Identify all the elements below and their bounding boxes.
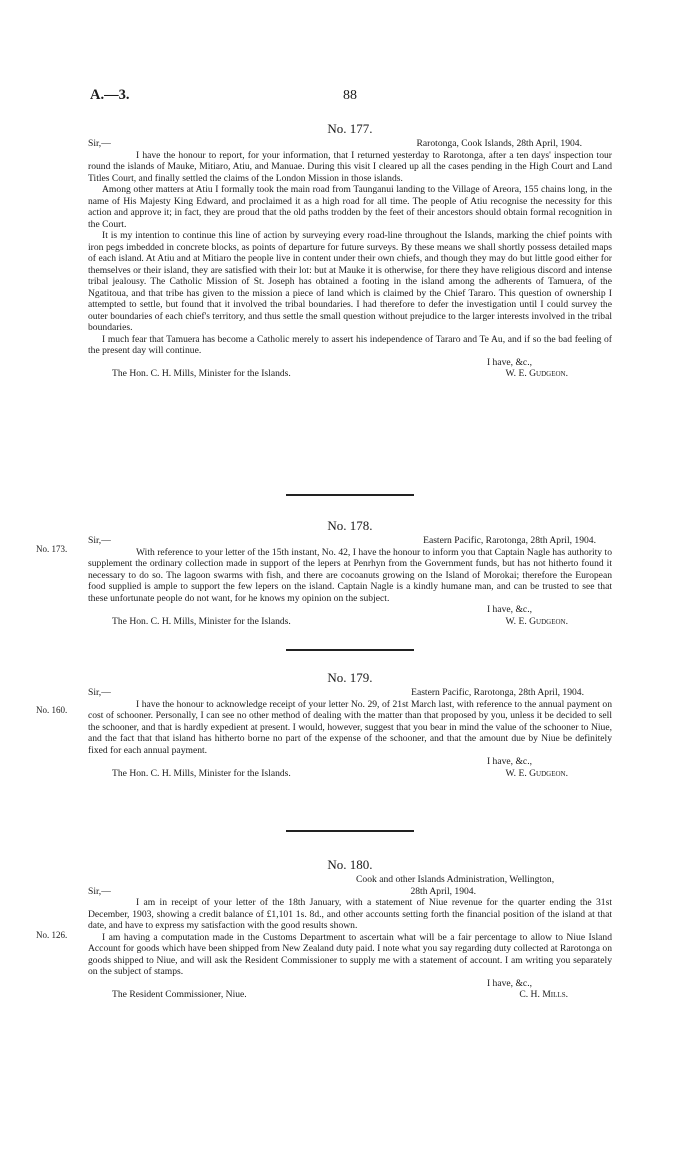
salutation: Sir,— xyxy=(88,885,111,897)
closing: I have, &c., xyxy=(486,756,532,767)
salutation: Sir,— xyxy=(88,138,111,149)
closing: I have, &c., xyxy=(486,977,532,989)
letter-title: No. 179. xyxy=(327,670,373,685)
paragraph: I am in receipt of your letter of the 18th January, with a statement of Niue revenue for the quarter ending the 31st December, 1903, showing a credit balance of £1,101 1s. 8d., and other accounts setting forth the financial position of the island at that date, and have to express my satisfaction with the good results shown. xyxy=(88,897,612,931)
section-divider xyxy=(286,649,414,651)
section-divider xyxy=(286,494,414,496)
salutation: Sir,— xyxy=(88,687,111,698)
letter-179 xyxy=(88,670,612,779)
margin-reference: No. 160. xyxy=(36,705,68,715)
paragraph: Among other matters at Atiu I formally took the main road from Taunganui landing to the Village of Areora, 155 chains long, in the name of His Majesty King Edward, and proclaimed it as a high road for all time. The people of Atiu recognise the necessity for this action and approve it; in fact, they are proud that the old paths trodden by the feet of their ancestors should obtain formal recognition in the Court. xyxy=(88,184,612,230)
addressee: The Resident Commissioner, Niue. xyxy=(112,989,247,1000)
document-reference: A.—3. xyxy=(90,87,130,103)
paragraph: It is my intention to continue this line of action by surveying every road-line throughout the Islands, marking the chief points with iron pegs imbedded in concrete blocks, as points of departure for future surveys. By these means we shall shortly possess detailed maps of each island. At Atiu and at Mitiaro the people live in content under their own chiefs, and though they may do but little good either for themselves or their island, they are satisfied with their lot: but at Mauke it is otherwise, for there they have religious discord and intense tribal jealousy. The Catholic Mission of St. Joseph has obtained a footing in the island among the adherents of Tamuera, of the Ngatitoua, and that tribe has given to the mission a piece of land which is claimed by the Chief Tararo. This question of ownership I attempted to settle, but found that it involved the tribal boundaries. I had therefore to defer the investigation until I could survey the outer boundaries of each chief's territory, and thus settle the small question without prejudice to the larger interests involved in the tribal boundaries. xyxy=(88,230,612,333)
margin-reference: No. 126. xyxy=(36,930,68,940)
closing: I have, &c., xyxy=(486,356,532,368)
addressee: The Hon. C. H. Mills, Minister for the Islands. xyxy=(112,615,291,627)
page-number: 88 xyxy=(343,88,357,103)
dateline: Eastern Pacific, Rarotonga, 28th April, 1904. xyxy=(411,687,584,698)
addressee: The Hon. C. H. Mills, Minister for the Islands. xyxy=(112,368,291,379)
letter-178 xyxy=(88,518,612,627)
paragraph: I am having a computation made in the Customs Department to ascertain what will be a fair percentage to allow to Niue Island Account for goods which have been shipped from New Zealand duty paid. I note what you say regarding duty collected at Rarotonga on goods shipped to Niue, and will ask the Resident Commissioner to supply me with a statement of account. I am writing you separately on the subject of stamps. xyxy=(88,931,612,977)
salutation: Sir,— xyxy=(88,535,111,546)
letter-177 xyxy=(88,121,612,380)
paragraph: I much fear that Tamuera has become a Catholic merely to assert his independence of Tararo and Te Au, and if so the bad feeling of the present day will continue. xyxy=(88,333,612,356)
dateline: Rarotonga, Cook Islands, 28th April, 1904. xyxy=(416,138,582,149)
paragraph: With reference to your letter of the 15th instant, No. 42, I have the honour to inform you that Captain Nagle has authority to supplement the ordinary collection made in support of the lepers at Penrhyn from the Government funds, but has not hitherto found it necessary to do so. The lagoon swarms with fish, and there are cocoanuts growing on the Island of Morokai; therefore the European food supplied is ample to support the few lepers on the island. Captain Nagle is a kindly humane man, and can be trusted to see that these unfortunate people do not want, for he knows my opinion on the subject. xyxy=(88,546,612,604)
letter-title: No. 180. xyxy=(327,857,373,872)
place-line: Cook and other Islands Administration, Wellington, xyxy=(356,874,555,885)
letter-180 xyxy=(88,857,612,1001)
section-divider xyxy=(286,830,414,832)
margin-reference: No. 173. xyxy=(36,544,68,554)
dateline: Eastern Pacific, Rarotonga, 28th April, 1904. xyxy=(423,535,596,546)
dateline: 28th April, 1904. xyxy=(410,885,476,897)
signature: C. H. Mills. xyxy=(519,989,568,1000)
letter-title: No. 178. xyxy=(327,518,373,533)
addressee: The Hon. C. H. Mills, Minister for the Islands. xyxy=(112,767,291,779)
closing: I have, &c., xyxy=(486,604,532,615)
paragraph: I have the honour to report, for your information, that I returned yesterday to Rarotonga, after a ten days' inspection tour round the islands of Mauke, Mitiaro, Atiu, and Manuae. During this visit I cleared up all the cases pending in the High Court and Land Titles Court, and finally settled the claims of the London Mission in those islands. xyxy=(88,149,612,184)
letter-title: No. 177. xyxy=(327,121,373,136)
signature: W. E. Gudgeon. xyxy=(505,615,568,627)
signature: W. E. Gudgeon. xyxy=(505,368,568,379)
paragraph: I have the honour to acknowledge receipt of your letter No. 29, of 21st March last, with reference to the annual payment on cost of schooner. Personally, I can see no other method of dealing with the matter than that proposed by you, unless it be decided to sell the schooner, and that is hardly expedient at present. I would, however, suggest that you bear in mind the value of the schooner to Niue, and the fact that that island has hitherto borne no part of the expense of the schooner, and that the amount due by Niue be definitely fixed for each annual payment. xyxy=(88,698,612,756)
signature: W. E. Gudgeon. xyxy=(505,767,568,779)
